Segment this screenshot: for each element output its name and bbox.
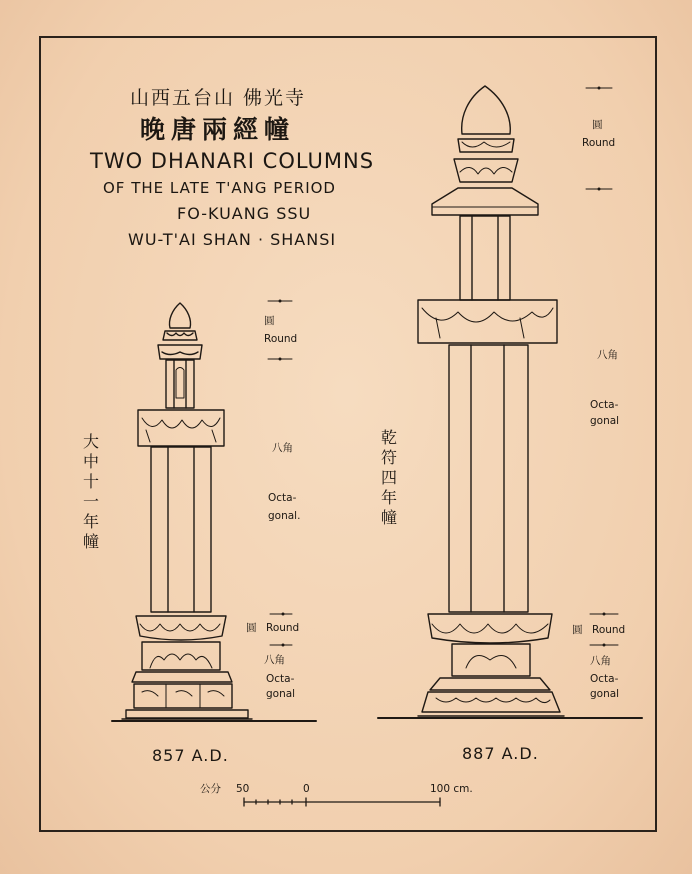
right-dhanari-column xyxy=(418,86,564,716)
right-top-round-en: Round xyxy=(582,137,616,149)
left-column-name: 大中十一年幢 xyxy=(82,432,99,551)
right-top-round-cn: 圓 xyxy=(592,119,603,131)
left-base-octa-cn: 八角 xyxy=(264,654,285,666)
right-column-name: 乾符四年幢 xyxy=(380,428,397,527)
scale-bar xyxy=(244,798,440,806)
scale-label-0: 0 xyxy=(303,783,310,795)
left-dimension-ticks xyxy=(268,300,292,646)
left-base-round-cn: 圓 xyxy=(246,622,257,634)
scale-label-100: 100 cm. xyxy=(430,783,473,795)
right-base-round-en: Round xyxy=(592,624,626,636)
scale-unit-label: 公分 xyxy=(200,783,221,795)
right-shaft-en-1: Octa- xyxy=(590,399,619,411)
left-top-round-cn: 圓 xyxy=(264,315,275,327)
left-base-round-en: Round xyxy=(266,622,300,634)
left-shaft-cn: 八角 xyxy=(272,442,293,454)
title-english-temple: FO-KUANG SSU xyxy=(177,204,312,223)
left-shaft-en-1: Octa- xyxy=(268,492,297,504)
left-top-round-en: Round xyxy=(264,333,298,345)
right-base-octa-en-2: gonal xyxy=(590,688,620,700)
title-chinese-main: 晚唐兩經幢 xyxy=(140,115,296,144)
right-base-octa-cn: 八角 xyxy=(590,655,611,667)
title-english-main: TWO DHANARI COLUMNS xyxy=(90,149,375,173)
title-english-period: OF THE LATE T'ANG PERIOD xyxy=(103,179,336,197)
left-base-octa-en-2: gonal xyxy=(266,688,296,700)
right-base-octa-en-1: Octa- xyxy=(590,673,619,685)
left-shaft-en-2: gonal. xyxy=(268,510,301,522)
title-chinese-location: 山西五台山 佛光寺 xyxy=(130,87,307,109)
right-column-date: 887 A.D. xyxy=(462,744,539,763)
title-english-place: WU-T'AI SHAN · SHANSI xyxy=(128,230,337,249)
left-column-date: 857 A.D. xyxy=(152,746,229,765)
right-shaft-cn: 八角 xyxy=(597,349,618,361)
left-base-octa-en-1: Octa- xyxy=(266,673,295,685)
scale-label-50: 50 xyxy=(236,783,250,795)
left-dhanari-column xyxy=(122,303,252,719)
right-base-round-cn: 圓 xyxy=(572,624,583,636)
right-dimension-ticks xyxy=(586,87,618,646)
right-shaft-en-2: gonal xyxy=(590,415,620,427)
